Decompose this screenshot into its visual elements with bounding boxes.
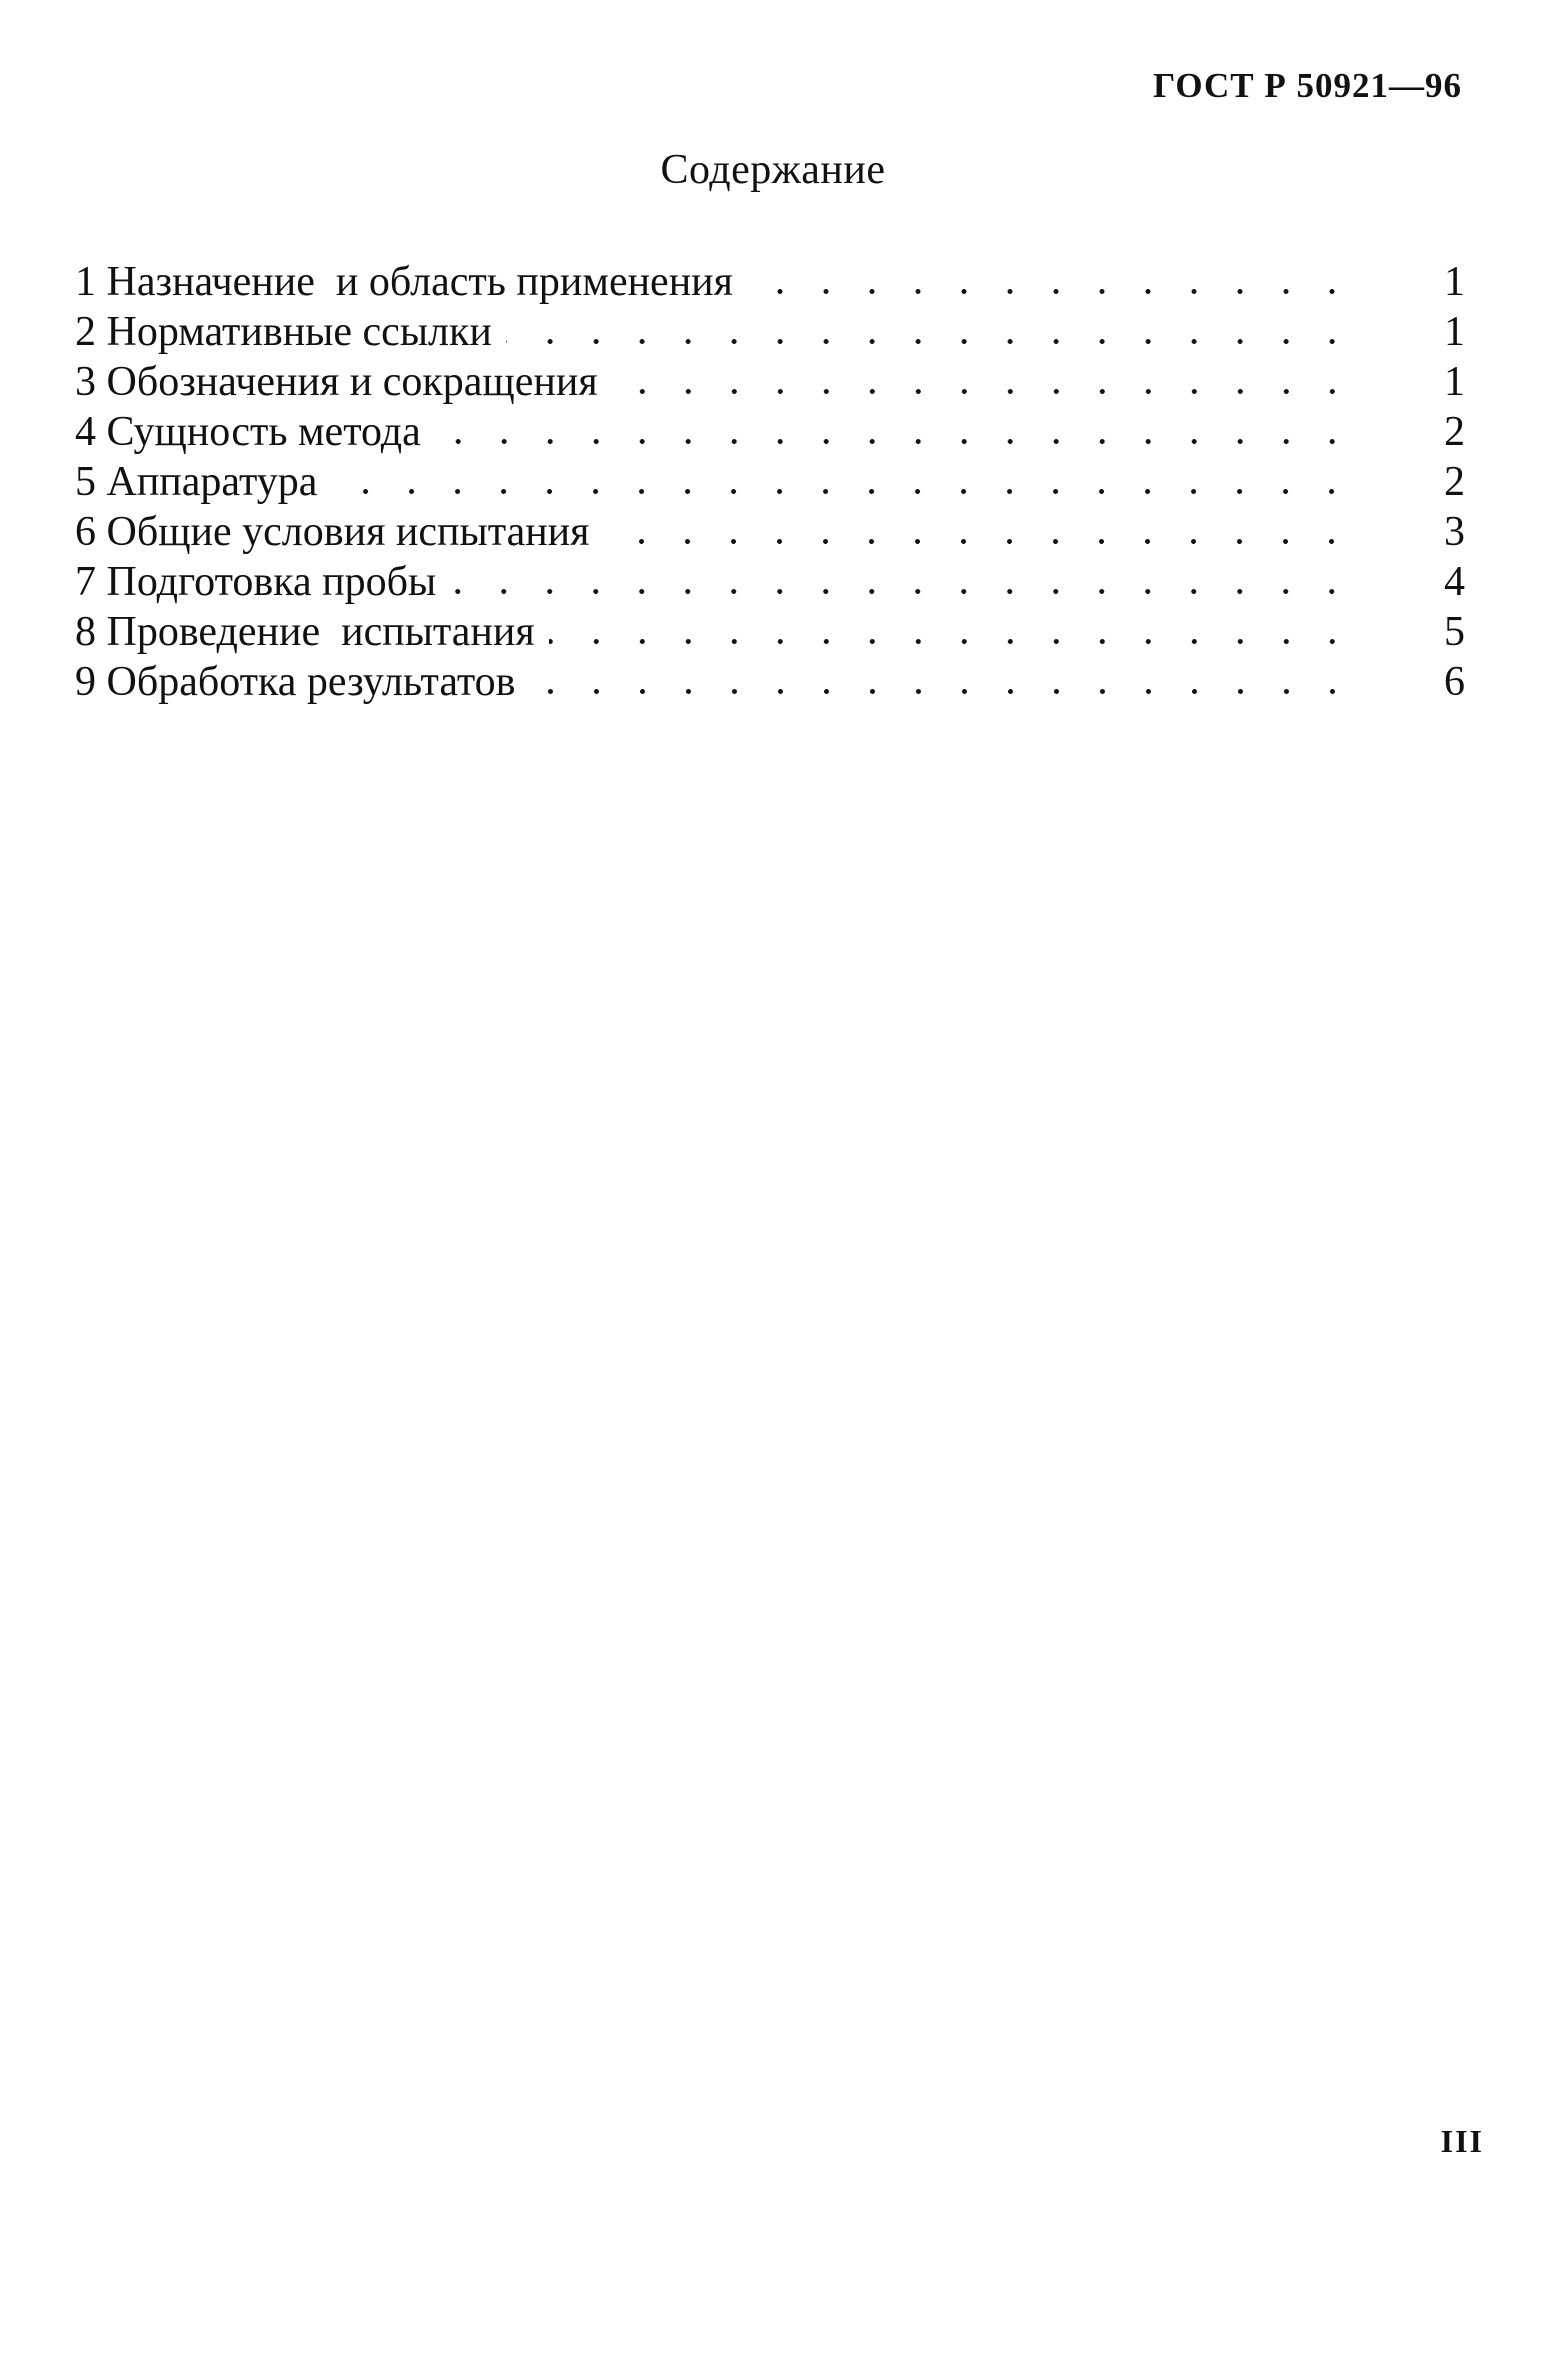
toc-dot-leader	[506, 307, 1355, 357]
toc-entry	[75, 457, 1465, 507]
toc-entry-page: 1	[1444, 259, 1465, 305]
toc-entry-label: 1 Назначение и область применения	[75, 259, 733, 305]
toc-entry	[75, 507, 1465, 557]
toc-dot-leader	[549, 607, 1355, 657]
toc-entry-page: 5	[1444, 609, 1465, 655]
toc-entry-label: 6 Общие условия испытания	[75, 509, 590, 555]
toc-dot-leader	[612, 357, 1355, 407]
toc-entry-page: 4	[1444, 559, 1465, 605]
table-of-contents	[75, 257, 1465, 707]
toc-entry	[75, 657, 1465, 707]
toc-entry-label: 8 Проведение испытания	[75, 609, 535, 655]
toc-entry-label: 9 Обработка результатов	[75, 659, 516, 705]
toc-entry-page: 1	[1444, 309, 1465, 355]
toc-dot-leader	[450, 557, 1355, 607]
toc-dot-leader	[530, 657, 1355, 707]
toc-entry-label: 5 Аппаратура	[75, 459, 318, 505]
toc-entry-page: 6	[1444, 659, 1465, 705]
toc-entry-page: 2	[1444, 459, 1465, 505]
toc-dot-leader	[603, 507, 1355, 557]
standard-code: ГОСТ Р 50921—96	[1152, 66, 1462, 105]
toc-title: Содержание	[660, 147, 886, 193]
toc-dot-leader	[747, 257, 1355, 307]
page-number: III	[1440, 2123, 1484, 2159]
toc-entry	[75, 357, 1465, 407]
toc-entry-page: 3	[1444, 509, 1465, 555]
toc-entry-label: 7 Подготовка пробы	[75, 559, 437, 605]
toc-entry-page: 1	[1444, 359, 1465, 405]
toc-entry-label: 2 Нормативные ссылки	[75, 309, 492, 355]
toc-entry	[75, 307, 1465, 357]
toc-entry-page: 2	[1444, 409, 1465, 455]
toc-dot-leader	[435, 407, 1355, 457]
toc-entry	[75, 257, 1465, 307]
toc-entry	[75, 557, 1465, 607]
toc-entry-label: 3 Обозначения и сокращения	[75, 359, 598, 405]
toc-entry	[75, 607, 1465, 657]
toc-entry	[75, 407, 1465, 457]
toc-dot-leader	[331, 457, 1355, 507]
toc-entry-label: 4 Сущность метода	[75, 409, 421, 455]
